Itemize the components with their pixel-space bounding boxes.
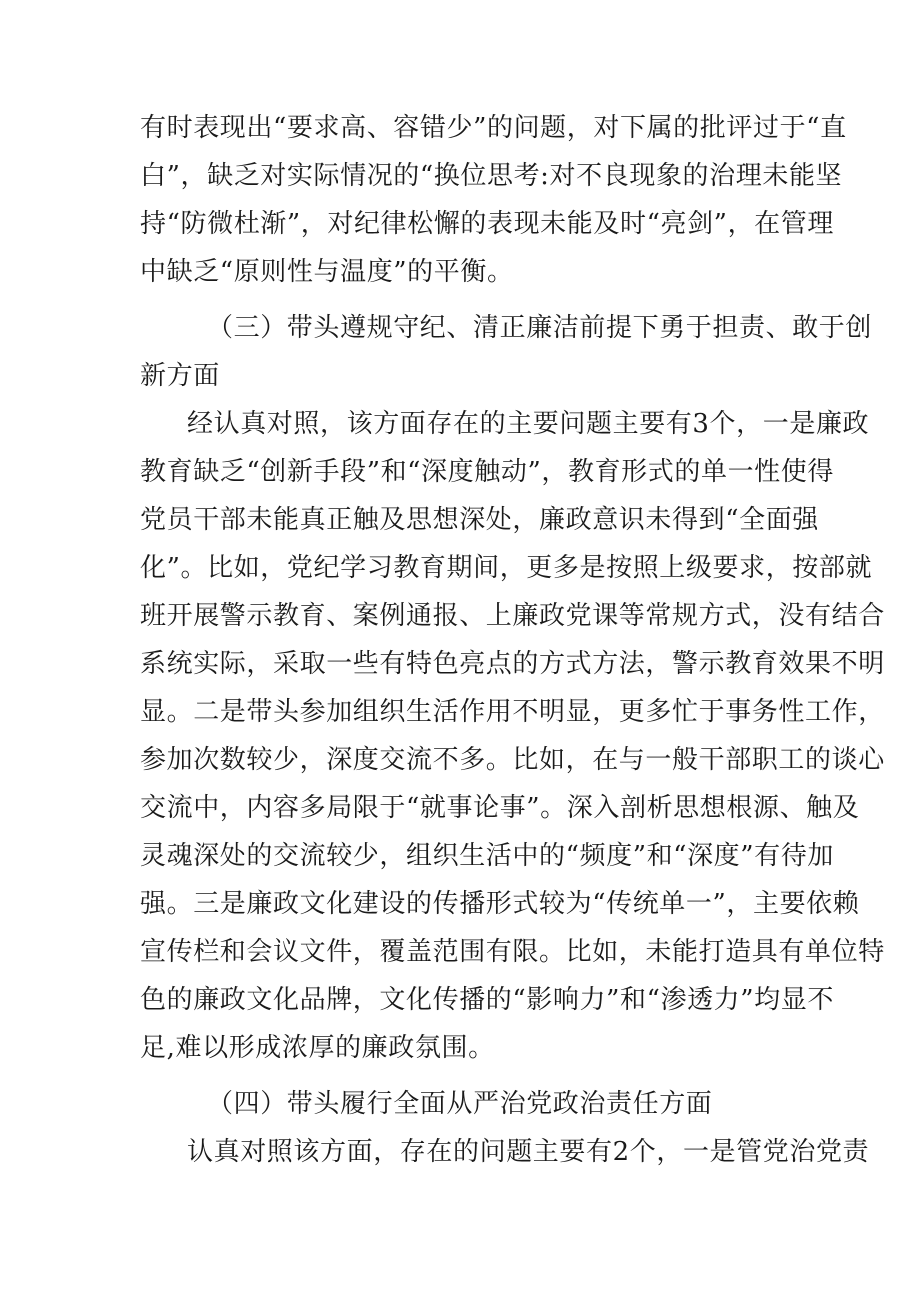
section-heading-3-continued: 新方面 bbox=[140, 361, 220, 391]
paragraph-line: 有时表现出“要求高、容错少”的问题，对下属的批评过于“直 bbox=[140, 113, 847, 143]
paragraph-line: 班开展警示教育、案例通报、上廉政党课等常规方式，没有结合 bbox=[140, 601, 885, 631]
section-heading-4: （四）带头履行全面从严治党政治责任方面 bbox=[207, 1089, 713, 1119]
paragraph-line: 中缺乏“原则性与温度”的平衡。 bbox=[140, 257, 514, 287]
paragraph-line: 经认真对照，该方面存在的主要问题主要有3个，一是廉政 bbox=[187, 409, 870, 439]
paragraph-line: 持“防微杜渐”，对纪律松懈的表现未能及时“亮剑”，在管理 bbox=[140, 209, 834, 239]
paragraph-line: 色的廉政文化品牌，文化传播的“影响力”和“渗透力”均显不 bbox=[140, 985, 834, 1015]
paragraph-line: 系统实际，采取一些有特色亮点的方式方法，警示教育效果不明 bbox=[140, 649, 885, 679]
paragraph-line: 强。三是廉政文化建设的传播形式较为“传统单一”，主要依赖 bbox=[140, 889, 860, 919]
paragraph-line: 教育缺乏“创新手段”和“深度触动”，教育形式的单一性使得 bbox=[140, 457, 834, 487]
paragraph-line: 足,难以形成浓厚的廉政氛围。 bbox=[140, 1033, 495, 1063]
paragraph-line: 参加次数较少，深度交流不多。比如，在与一般干部职工的谈心 bbox=[140, 745, 885, 775]
paragraph-line: 宣传栏和会议文件，覆盖范围有限。比如，未能打造具有单位特 bbox=[140, 937, 885, 967]
paragraph-line: 化”。比如，党纪学习教育期间，更多是按照上级要求，按部就 bbox=[140, 553, 873, 583]
section-heading-3: （三）带头遵规守纪、清正廉洁前提下勇于担责、敢于创 bbox=[207, 313, 873, 343]
paragraph-line: 认真对照该方面，存在的问题主要有2个，一是管党治党责 bbox=[187, 1137, 870, 1167]
paragraph-line: 灵魂深处的交流较少，组织生活中的“频度”和“深度”有待加 bbox=[140, 841, 834, 871]
paragraph-line: 党员干部未能真正触及思想深处，廉政意识未得到“全面强 bbox=[140, 505, 819, 535]
paragraph-line: 交流中，内容多局限于“就事论事”。深入剖析思想根源、触及 bbox=[140, 793, 860, 823]
paragraph-line: 显。二是带头参加组织生活作用不明显，更多忙于事务性工作， bbox=[140, 697, 885, 727]
paragraph-line: 白”，缺乏对实际情况的“换位思考:对不良现象的治理未能坚 bbox=[140, 161, 843, 191]
